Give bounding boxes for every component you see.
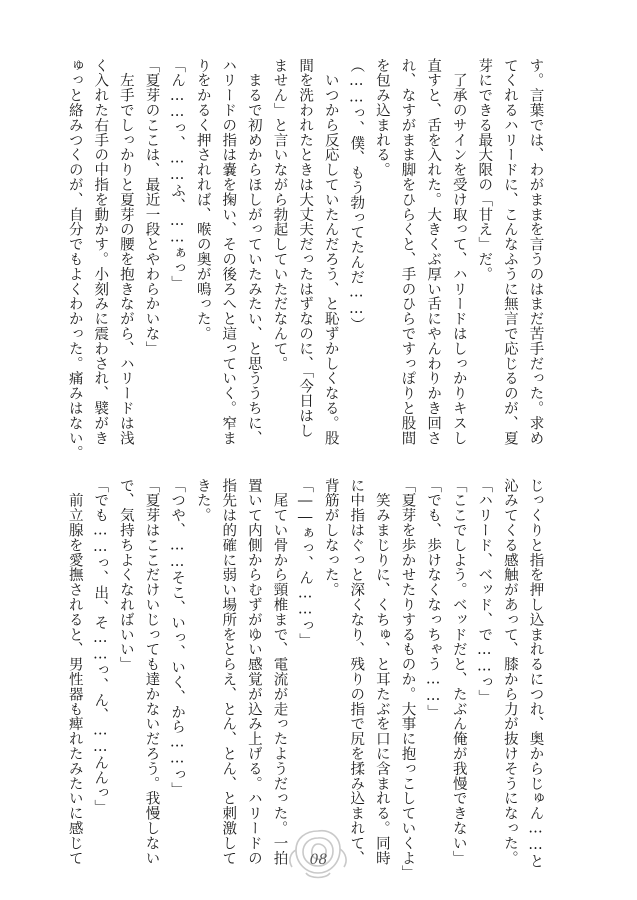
text-column: （……っ、僕、もう勃ってたんだ……） [348,58,365,333]
text-column: 指先は的確に弱い場所をとらえ、とん、とん、と刺激して [220,478,237,866]
text-column: 「でも……っ、出、そ……っ、ん、……んんっ」 [92,478,109,815]
page-number: 08 [309,852,328,868]
text-column: まるで初めからほしがっていたみたい、と思ううちに、 [245,58,262,446]
text-column: 芽にできる最大限の「甘え」だ。 [476,58,493,282]
text-column: 了承のサインを受け取って、ハリードはしっかりキスし [450,58,467,446]
text-column: 笑みまじりに、くちゅ、と耳たぶを口に含まれる。同時 [373,478,390,866]
text-column: ません」と言いながら勃起していただなんて。 [271,58,288,371]
text-column: きた。 [194,478,211,523]
text-column: で、気持ちよくなればいい」 [117,478,134,672]
text-column: ゅっと絡みつくのが、自分でもよくわかった。痛みはない。 [66,58,83,461]
text-column: 置いて内側からむずがゆい感覚が込み上げる。ハリードの [245,478,262,866]
text-column: 「夏芽のここは、最近一段とやわらかいな」 [143,58,160,356]
text-column: 沁みてくる感触があって、膝から力が抜けそうになった。 [501,478,518,866]
text-column: 「夏芽はここだけいじっても達かないだろう。我慢しない [143,478,160,866]
text-column: 直すと、舌を入れた。大きくぶ厚い舌にやんわりかき回さ [425,58,442,446]
upper-text-block [0,58,637,461]
text-column: 「でも、歩けなくなっちゃう……」 [425,478,442,720]
text-column: 「ん……っ、……ふ、……ぁっ」 [169,58,186,291]
text-column: じっくりと指を押し込まれるにつれ、奥からじゅん……と [527,478,544,869]
text-column: てくれるハリードに、こんなふうに無言で応じるのが、夏 [501,58,518,446]
text-column: 背筋がしなった。 [322,478,339,598]
text-column: れ、なすがまま脚をひらくと、手のひらですっぽりと股間 [399,58,416,446]
text-column: 間を洗われたときは大丈夫だったはずなのに、「今日はし [297,58,314,439]
text-column: いつから反応していたんだろう、と恥ずかしくなる。股 [322,58,339,446]
text-column: 尾てい骨から頸椎まで、電流が走ったようだった。一拍 [271,478,288,866]
text-column: を包み込まれる。 [373,58,390,178]
text-column: 前立腺を愛撫されると、男性器も痺れたみたいに感じて [66,478,83,866]
text-column: りをかるく押されれば、喉の奥が鳴った。 [194,58,211,342]
text-column: す。言葉では、わがままを言うのはまだ苦手だった。求め [527,58,544,446]
text-column: 「つや、……そこ、いっ、いく、から……っ」 [169,478,186,797]
text-column: 左手でしっかりと夏芽の腰を抱きながら、ハリードは浅 [117,58,134,446]
text-column: 「夏芽を歩かせたりするものか。大事に抱っこしていくよ」 [399,478,416,881]
text-column: く入れた右手の中指を動かす。小刻みに震わされ、襞がき [92,58,109,446]
text-column: 「ハリード、ベッド、で……っ」 [476,478,493,705]
text-column: に中指はぐっと深くなり、残りの指で尻を揉み込まれて、 [348,478,365,866]
text-column: 「ここでしよう。ベッドだと、たぶん俺が我慢できない」 [450,478,467,866]
text-column: ハリードの指は嚢を掬い、その後ろへと這っていく。窄ま [220,58,237,446]
text-column: 「――ぁっ、ん……っ」 [297,478,314,648]
